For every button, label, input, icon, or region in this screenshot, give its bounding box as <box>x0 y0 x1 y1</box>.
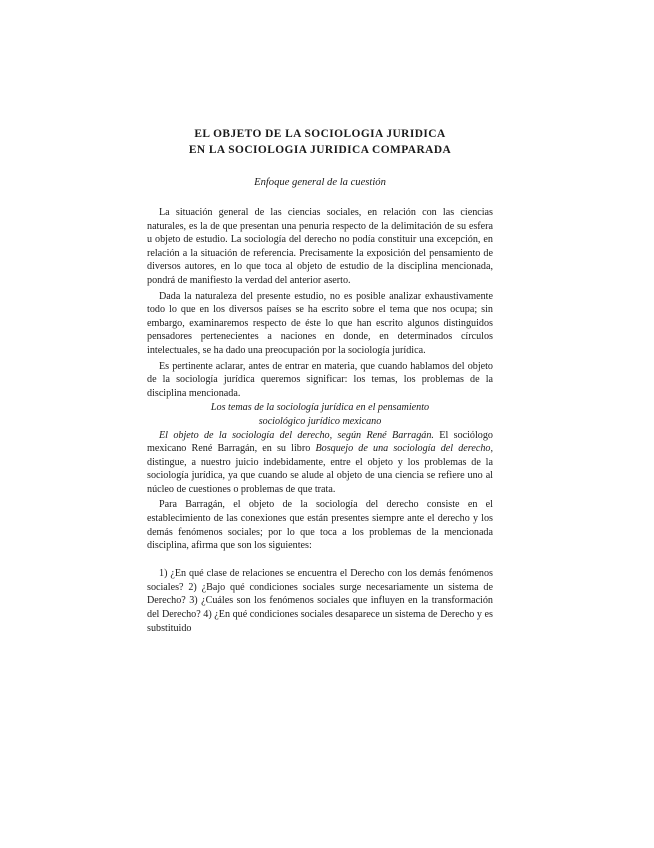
paragraph-3: Es pertinente aclarar, antes de entrar en materia, que cuando hablamos del objeto de la sociología jurídica queremos significar: los temas, los problemas de la disciplina mencionada. <box>147 360 493 399</box>
paragraph-2: Dada la naturaleza del presente estudio, no es posible analizar exhaustivamente todo lo que en los diversos países se ha escrito sobre el tema que nos ocupa; sin embargo, examinaremos respecto de éste lo que han escrito algunos distinguidos pensadores pertenecientes a naciones en donde, en determinados círculos intelectuales, se ha dado una preocupación por la sociología jurídica. <box>147 290 493 356</box>
section-heading <box>147 401 493 428</box>
section-heading-line-2: sociológico jurídico mexicano <box>258 415 382 427</box>
title-line-2: EN LA SOCIOLOGIA JURIDICA COMPARADA <box>188 144 452 156</box>
title-line-1: EL OBJETO DE LA SOCIOLOGIA JURIDICA <box>194 128 446 140</box>
paragraph-4-text-a: El sociólogo mexicano René Barragán, en su libro <box>147 429 493 455</box>
document-title <box>147 126 493 158</box>
quoted-questions: 1) ¿En qué clase de relaciones se encuentra el Derecho con los demás fenómenos sociales? 2) ¿Bajo qué condiciones sociales surge necesariamente un sistema de Derecho? 3) ¿Cuáles son los fenómenos sociales que influyen en la transformación del Derecho? 4) ¿En qué condiciones sociales desaparece un sistema de Derecho y es substituido <box>147 567 493 635</box>
paragraph-4-lead: El objeto de la sociología del derecho, según René Barragán. <box>159 429 434 441</box>
section-heading-line-1: Los temas de la sociología jurídica en el pensamiento <box>210 402 430 414</box>
book-title: Bosquejo de una sociología del derecho <box>315 443 491 455</box>
paragraph-1: La situación general de las ciencias sociales, en relación con las ciencias naturales, es la de que presentan una penuria respecto de la delimitación de su esfera u objeto de estudio. La sociología del derecho no podía constituir una excepción, en relación a la situación de referencia. Precisamente la exposición del pensamiento de diversos autores, en lo que toca al objeto de estudio de la disciplina mencionada, pondrá de manifiesto la verdad del anterior aserto. <box>147 207 493 286</box>
paragraph-4-text-b: , distingue, a nuestro juicio indebidamente, entre el objeto y los problemas de la sociología jurídica, ya que cuando se alude al objeto de una ciencia se refiere uno al núcleo de cuestiones o problemas de que trata. <box>147 443 494 495</box>
paragraph-5: Para Barragán, el objeto de la sociología del derecho consiste en el establecimiento de las conexiones que están presentes siempre ante el derecho y los demás fenómenos sociales; por lo que toca a los problemas de la mencionada disciplina, afirma que son los siguientes: <box>147 499 493 552</box>
section-subtitle: Enfoque general de la cuestión <box>254 177 386 188</box>
document-page <box>147 126 493 636</box>
paragraph-4 <box>147 429 493 497</box>
